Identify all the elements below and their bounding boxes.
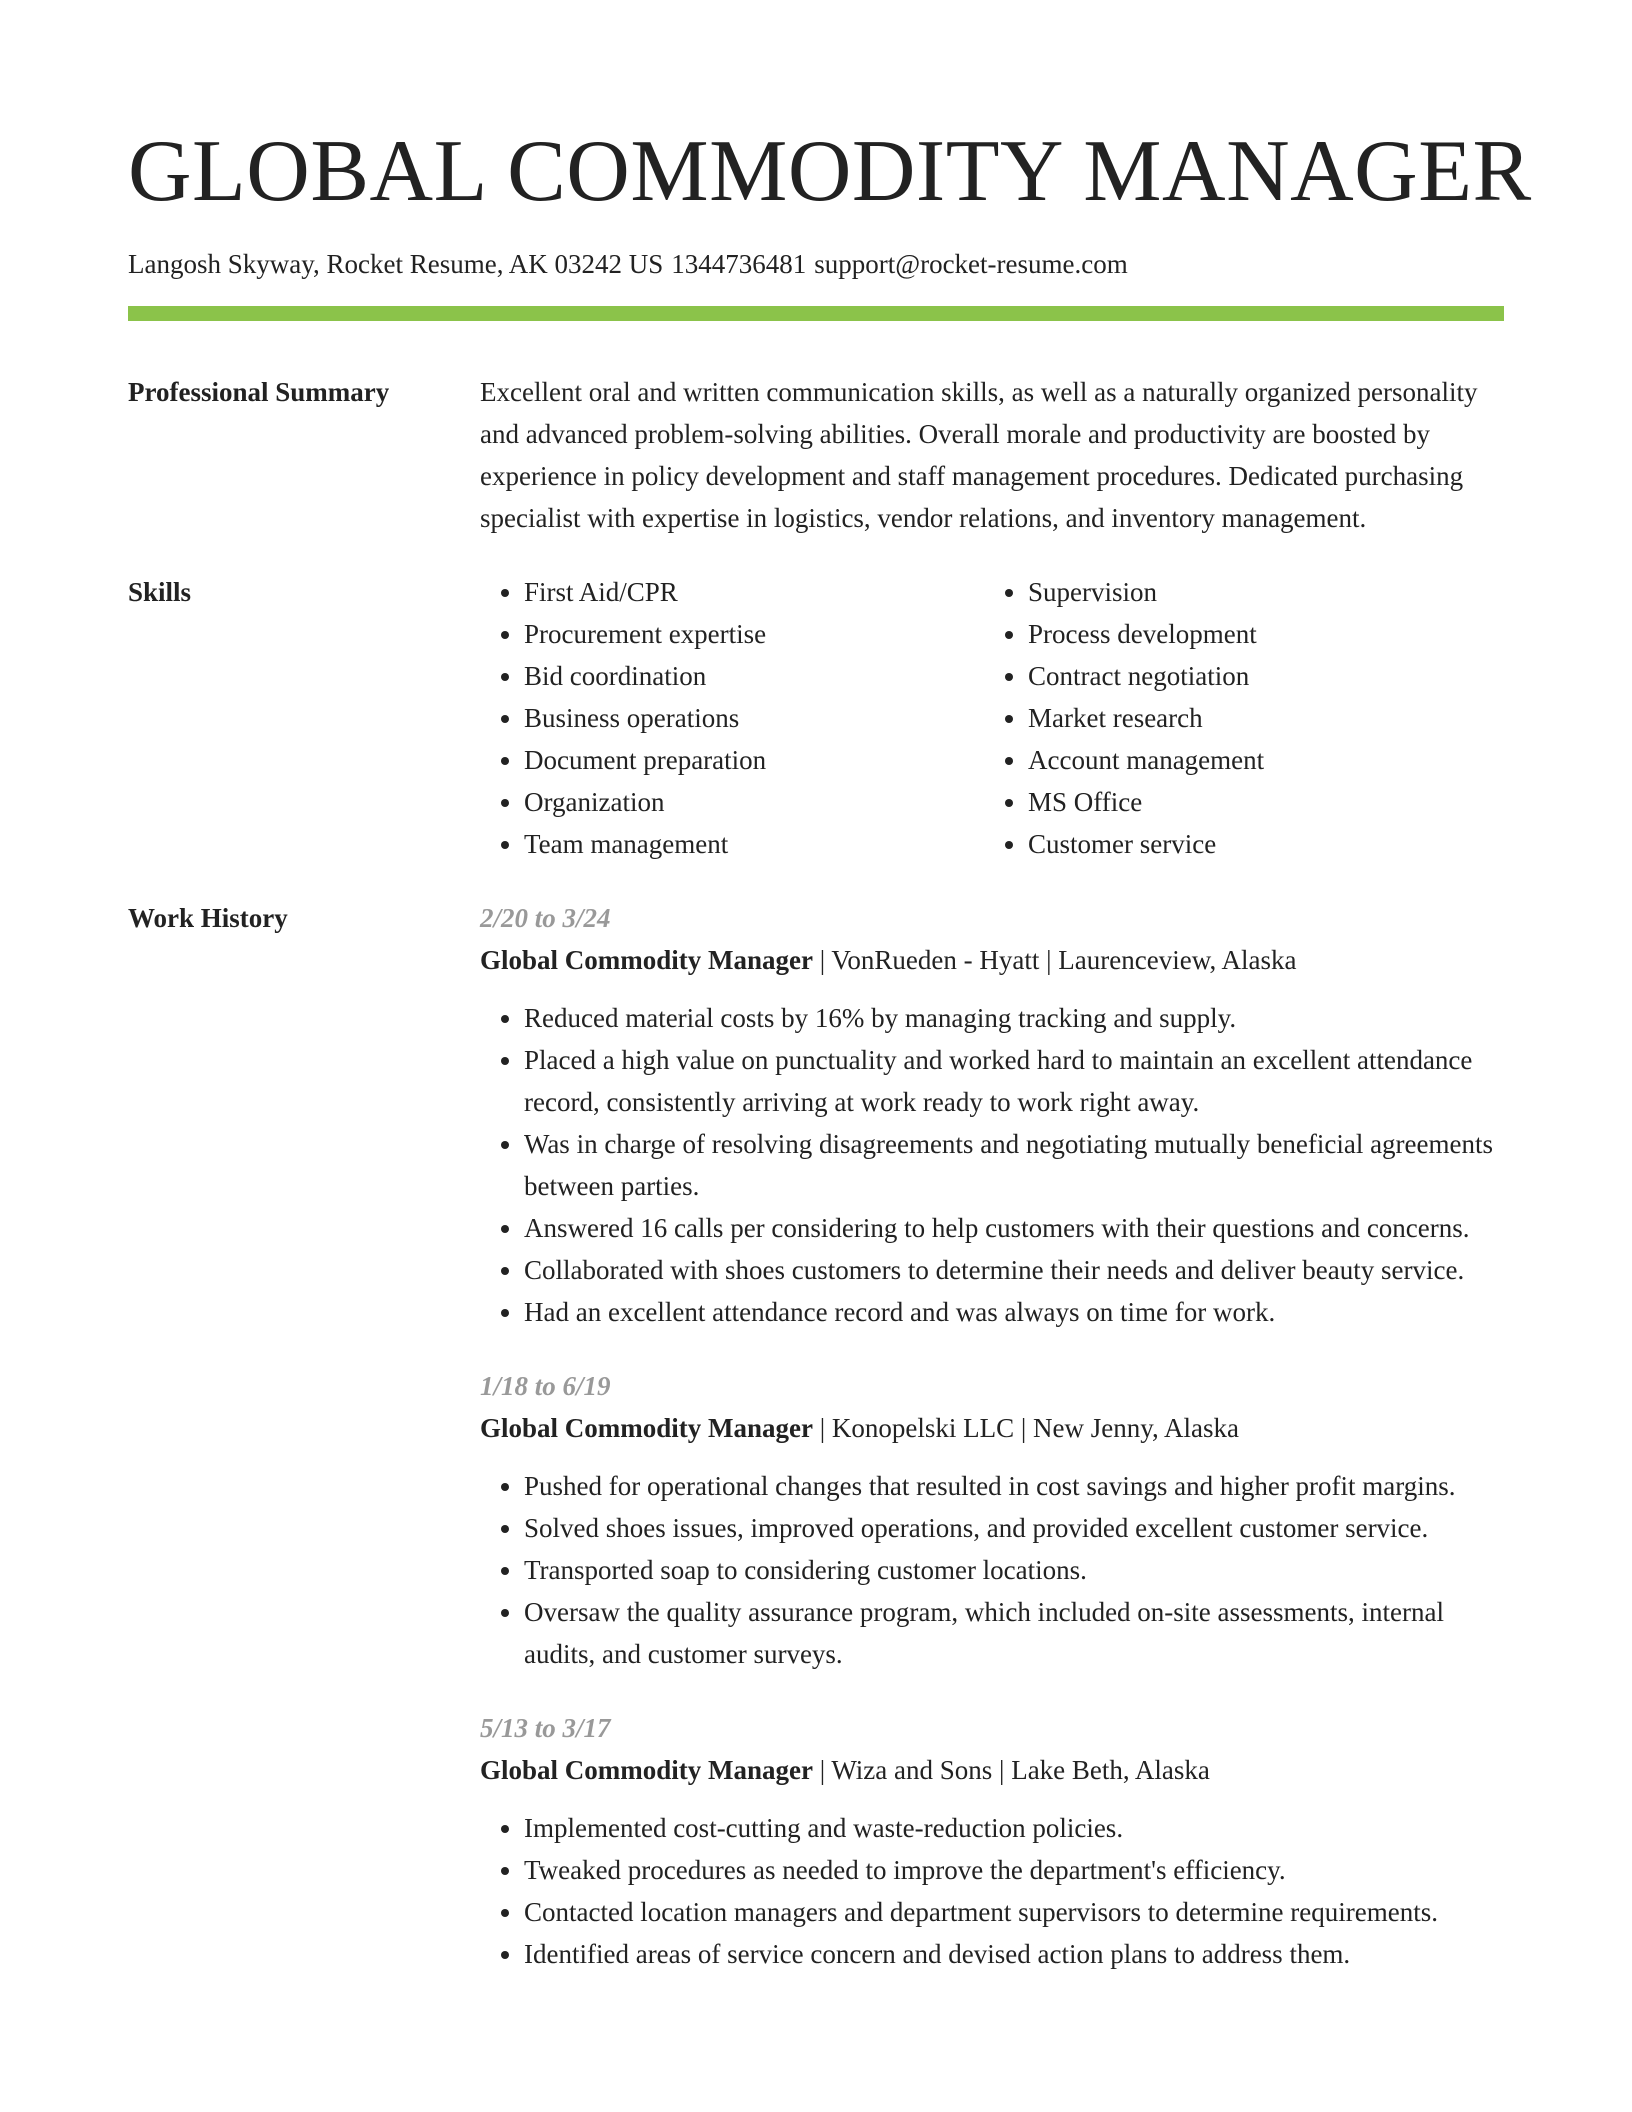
skills-body (480, 571, 1504, 865)
job-entry (480, 1365, 1504, 1675)
skills-column-left (480, 571, 984, 865)
skills-column-right (984, 571, 1488, 865)
job-bullets (480, 1465, 1504, 1675)
job-location: New Jenny, Alaska (1033, 1413, 1240, 1443)
contact-line (128, 246, 1504, 282)
job-heading: Global Commodity Manager | Konopelski LLC | New Jenny, Alaska (480, 1413, 1240, 1443)
summary-section (128, 371, 1504, 539)
job-entry (480, 897, 1504, 1333)
job-bullet: • Reduced material costs by 16% by managing tracking and supply. (524, 997, 1504, 1039)
skill-item: • Business operations (524, 697, 984, 739)
job-bullet: • Transported soap to considering customer locations. (524, 1549, 1504, 1591)
skill-item: • Process development (1028, 613, 1488, 655)
summary-text: Excellent oral and written communication skills, as well as a naturally organized personality and advanced problem-solving abilities. Overall morale and productivity are boosted by experience in policy development and staff management procedures. Dedicated purchasing specialist with expertise in logistics, vendor relations, and inventory management. (480, 377, 1478, 533)
resume-page (128, 0, 1532, 1975)
skill-item: • Supervision (1028, 571, 1488, 613)
header-divider (128, 306, 1504, 321)
contact-address: Langosh Skyway, Rocket Resume, AK 03242 US (128, 249, 664, 279)
job-dates: 1/18 to 6/19 (480, 1371, 611, 1401)
job-company: Konopelski LLC (831, 1413, 1015, 1443)
job-title: Global Commodity Manager (480, 945, 813, 975)
job-bullet: • Answered 16 calls per considering to help customers with their questions and concerns. (524, 1207, 1504, 1249)
skill-item: • First Aid/CPR (524, 571, 984, 613)
skills-list-right (984, 571, 1488, 865)
skill-item: • Market research (1028, 697, 1488, 739)
job-bullet: • Oversaw the quality assurance program, which included on-site assessments, internal audits, and customer surveys. (524, 1591, 1504, 1675)
job-location: Laurenceview, Alaska (1058, 945, 1297, 975)
job-company: Wiza and Sons (831, 1755, 993, 1785)
job-bullet: • Contacted location managers and department supervisors to determine requirements. (524, 1891, 1504, 1933)
skill-item: • Bid coordination (524, 655, 984, 697)
job-heading: Global Commodity Manager | Wiza and Sons | Lake Beth, Alaska (480, 1755, 1210, 1785)
skill-item: • Organization (524, 781, 984, 823)
job-bullet: • Tweaked procedures as needed to improve the department's efficiency. (524, 1849, 1504, 1891)
contact-email: support@rocket-resume.com (814, 249, 1128, 279)
contact-phone: 1344736481 (671, 249, 807, 279)
skills-section (128, 571, 1504, 865)
job-dates: 5/13 to 3/17 (480, 1713, 611, 1743)
skill-item: • MS Office (1028, 781, 1488, 823)
job-company: VonRueden - Hyatt (831, 945, 1040, 975)
skill-item: • Contract negotiation (1028, 655, 1488, 697)
skill-item: • Procurement expertise (524, 613, 984, 655)
work-history-section (128, 897, 1504, 1975)
job-bullets (480, 997, 1504, 1333)
skill-item: • Document preparation (524, 739, 984, 781)
summary-heading: Professional Summary (128, 377, 390, 407)
job-dates: 2/20 to 3/24 (480, 903, 611, 933)
work-history-heading: Work History (128, 903, 288, 933)
job-bullet: • Had an excellent attendance record and was always on time for work. (524, 1291, 1504, 1333)
job-heading: Global Commodity Manager | VonRueden - Hyatt | Laurenceview, Alaska (480, 945, 1297, 975)
job-bullet: • Pushed for operational changes that resulted in cost savings and higher profit margins. (524, 1465, 1504, 1507)
skills-columns (480, 571, 1504, 865)
resume-title: GLOBAL COMMODITY MANAGER (128, 123, 1532, 220)
job-bullets (480, 1807, 1504, 1975)
job-bullet: • Implemented cost-cutting and waste-reduction policies. (524, 1807, 1504, 1849)
job-bullet: • Identified areas of service concern and devised action plans to address them. (524, 1933, 1504, 1975)
skill-item: • Account management (1028, 739, 1488, 781)
job-title: Global Commodity Manager (480, 1755, 813, 1785)
job-bullet: • Collaborated with shoes customers to determine their needs and deliver beauty service. (524, 1249, 1504, 1291)
skills-list-left (480, 571, 984, 865)
job-location: Lake Beth, Alaska (1011, 1755, 1210, 1785)
job-title: Global Commodity Manager (480, 1413, 813, 1443)
job-bullet: • Solved shoes issues, improved operations, and provided excellent customer service. (524, 1507, 1504, 1549)
job-bullet: • Placed a high value on punctuality and worked hard to maintain an excellent attendance record, consistently arriving at work ready to work right away. (524, 1039, 1504, 1123)
job-entry (480, 1707, 1504, 1975)
job-bullet: • Was in charge of resolving disagreements and negotiating mutually beneficial agreements between parties. (524, 1123, 1504, 1207)
skill-item: • Team management (524, 823, 984, 865)
skill-item: • Customer service (1028, 823, 1488, 865)
work-history-body (480, 897, 1504, 1975)
summary-body (480, 371, 1504, 539)
skills-heading: Skills (128, 577, 192, 607)
